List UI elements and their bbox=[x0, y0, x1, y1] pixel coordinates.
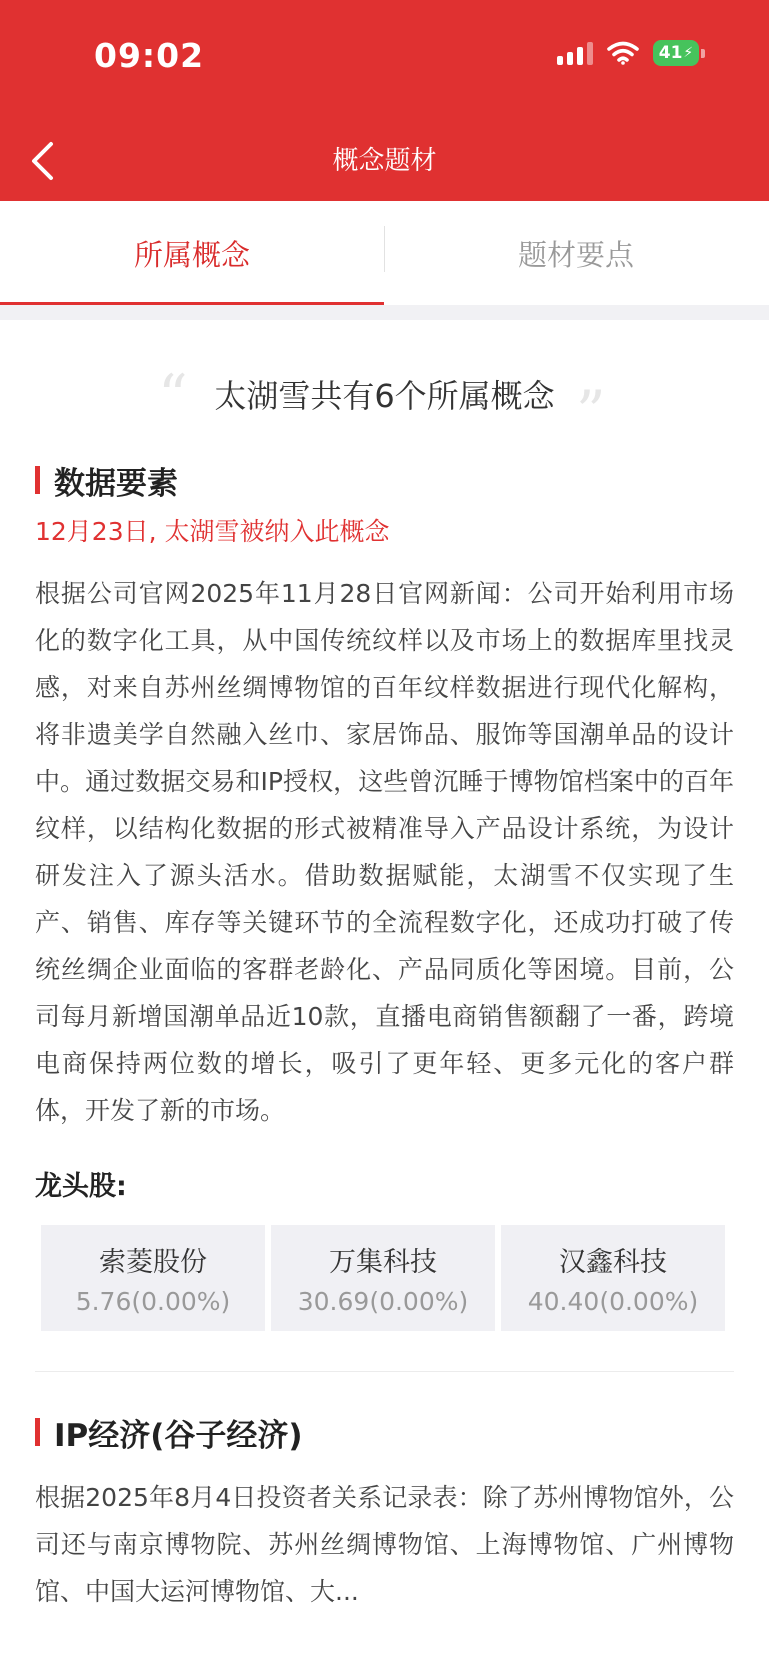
wifi-icon bbox=[607, 41, 639, 65]
battery-icon: 41 ⚡ bbox=[653, 40, 705, 66]
section-marker bbox=[35, 1418, 40, 1446]
section-title[interactable] bbox=[35, 460, 734, 500]
concept-section-data-elements bbox=[0, 460, 769, 1331]
stock-name: 万集科技 bbox=[329, 1247, 437, 1278]
section-body: 根据2025年8月4日投资者关系记录表：除了苏州博物馆外，公司还与南京博物院、苏州丝绸博物馆、上海博物馆、广州博物馆、中国大运河博物馆、大... bbox=[35, 1483, 734, 1606]
status-icons bbox=[557, 40, 705, 66]
tab-bar bbox=[0, 201, 769, 305]
summary-text: 太湖雪共有6个所属概念 bbox=[214, 377, 555, 415]
section-title[interactable] bbox=[35, 1412, 734, 1452]
tab-concepts[interactable]: 所属概念 bbox=[0, 201, 384, 305]
concept-summary bbox=[0, 320, 769, 460]
stock-name: 汉鑫科技 bbox=[559, 1247, 667, 1278]
section-divider bbox=[35, 1371, 734, 1372]
stock-price: 40.40(0.00%) bbox=[527, 1287, 699, 1316]
leader-stocks bbox=[41, 1225, 734, 1331]
battery-level: 41 bbox=[658, 43, 683, 63]
leader-stock-card[interactable] bbox=[271, 1225, 495, 1331]
app-header bbox=[0, 0, 769, 201]
main-content bbox=[0, 320, 769, 1615]
inclusion-date-note: 12月23日, 太湖雪被纳入此概念 bbox=[35, 517, 390, 546]
concept-section-ip-economy bbox=[0, 1412, 769, 1615]
stock-price: 30.69(0.00%) bbox=[297, 1287, 469, 1316]
open-quote-icon: “ bbox=[158, 362, 188, 430]
leader-stock-card[interactable] bbox=[501, 1225, 725, 1331]
section-marker bbox=[35, 466, 40, 494]
page-title: 概念题材 bbox=[332, 146, 437, 176]
tab-key-points[interactable]: 题材要点 bbox=[517, 237, 634, 272]
separator-band bbox=[0, 305, 769, 320]
close-quote-icon: ” bbox=[576, 378, 606, 446]
leaders-label: 龙头股: bbox=[35, 1171, 127, 1202]
status-time: 09:02 bbox=[94, 36, 205, 75]
section-body: 根据公司官网2025年11月28日官网新闻：公司开始利用市场化的数字化工具，从中国传统纹样以及市场上的数据库里找灵感，对来自苏州丝绸博物馆的百年纹样数据进行现代化解构，将非遗美学自然融入丝巾、家居饰品、服饰等国潮单品的设计中。通过数据交易和IP授权，这些曾沉睡于博物馆档案中的百年纹样，以结构化数据的形式被精准导入产品设计系统，为设计研发注入了源头活水。借助数据赋能，太湖雪不仅实现了生产、销售、库存等关键环节的全流程数字化，还成功打破了传统丝绸企业面临的客群老龄化、产品同质化等困境。目前，公司每月新增国潮单品近10款，直播电商销售额翻了一番，跨境电商保持两位数的增长，吸引了更年轻、更多元化的客户群体，开发了新的市场。 bbox=[35, 579, 734, 1125]
stock-name: 索菱股份 bbox=[99, 1247, 207, 1278]
cellular-signal-icon bbox=[557, 41, 593, 65]
leader-stock-card[interactable] bbox=[41, 1225, 265, 1331]
section-title-text: 数据要素 bbox=[54, 465, 178, 502]
section-title-text: IP经济(谷子经济) bbox=[54, 1417, 303, 1454]
stock-price: 5.76(0.00%) bbox=[75, 1287, 231, 1316]
